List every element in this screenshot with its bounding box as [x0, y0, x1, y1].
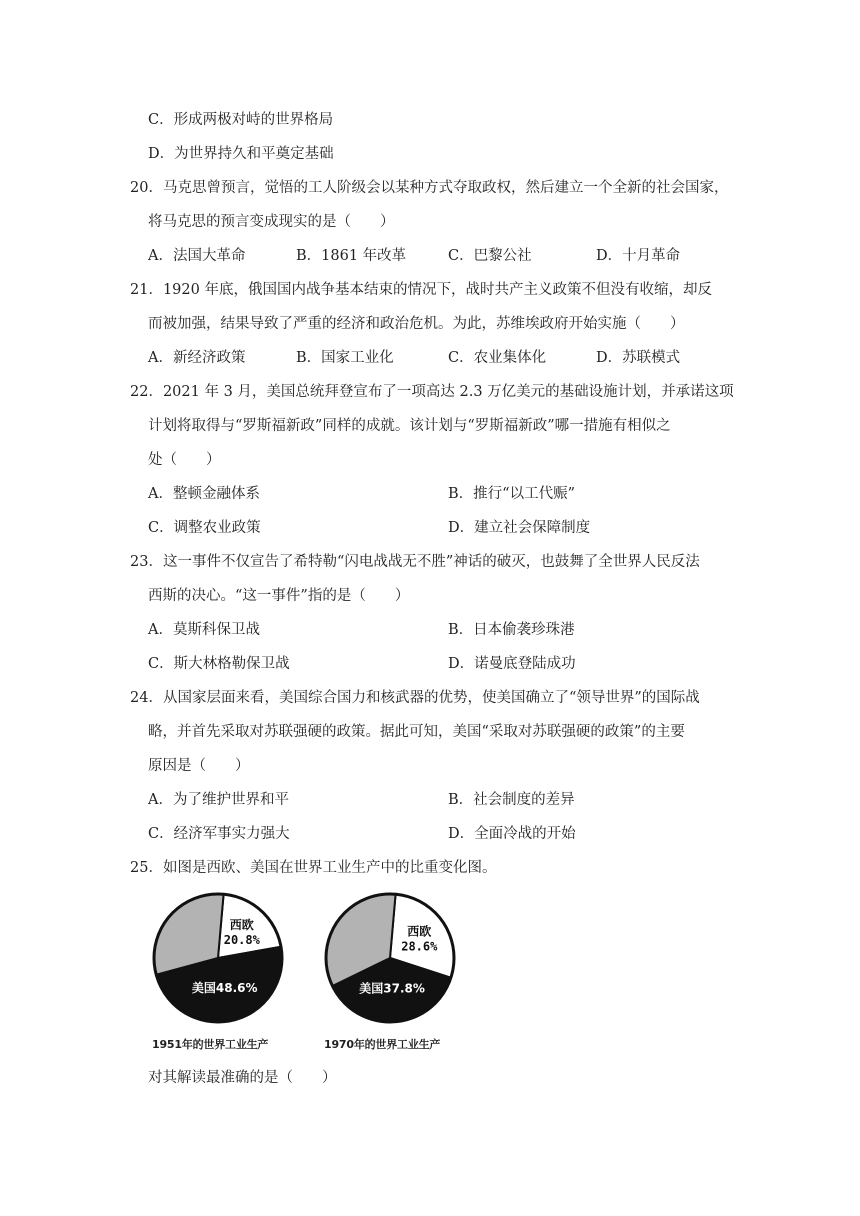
pie-1970-label-usa: 美国37.8% — [359, 981, 425, 996]
q22-stem-line2: 计划将取得与“罗斯福新政”同样的成就。该计划与“罗斯福新政”哪一措施有相似之 — [148, 418, 671, 434]
q23-option-a: A．莫斯科保卫战 — [148, 622, 260, 638]
pie-charts-figure — [150, 890, 470, 1060]
q21-option-b: B．国家工业化 — [296, 350, 394, 366]
q22-stem-line3: 处（ ） — [148, 452, 221, 468]
q21-option-d: D．苏联模式 — [596, 350, 681, 366]
q24-stem-line1: 24．从国家层面来看，美国综合国力和核武器的优势，使美国确立了“领导世界”的国际战 — [130, 690, 700, 706]
q24-stem-line2: 略，并首先采取对苏联强硬的政策。据此可知，美国“采取对苏联强硬的政策”的主要 — [148, 724, 685, 740]
q24-option-d: D．全面冷战的开始 — [448, 826, 576, 842]
q25-question: 对其解读最准确的是（ ） — [148, 1070, 337, 1086]
q20-option-d: D．十月革命 — [596, 248, 681, 264]
q25-stem: 25．如图是西欧、美国在世界工业生产中的比重变化图。 — [130, 860, 497, 876]
q21-option-a: A．新经济政策 — [148, 350, 246, 366]
q22-option-d: D．建立社会保障制度 — [448, 520, 591, 536]
q24-stem-line3: 原因是（ ） — [148, 758, 250, 774]
q24-option-c: C．经济军事实力强大 — [148, 826, 290, 842]
pie-1970-label-west-europe: 西欧 — [407, 924, 432, 939]
q22-option-b: B．推行“以工代赈” — [448, 486, 575, 502]
q23-option-b: B．日本偷袭珍珠港 — [448, 622, 575, 638]
q20-option-a: A．法国大革命 — [148, 248, 246, 264]
pie-charts-svg — [150, 890, 470, 1060]
pie-1951-label-west-europe: 西欧 — [229, 918, 254, 932]
q21-option-c: C．农业集体化 — [448, 350, 547, 366]
pie-1970-caption: 1970年的世界工业生产 — [324, 1038, 441, 1051]
q23-option-d: D．诺曼底登陆成功 — [448, 656, 576, 672]
q24-option-b: B．社会制度的差异 — [448, 792, 575, 808]
q20-option-b: B．1861 年改革 — [296, 248, 407, 264]
q20-stem-line2: 将马克思的预言变成现实的是（ ） — [148, 214, 395, 230]
q23-stem-line2: 西斯的决心。“这一事件”指的是（ ） — [148, 588, 410, 604]
q21-stem-line2: 而被加强，结果导致了严重的经济和政治危机。为此，苏维埃政府开始实施（ ） — [148, 316, 685, 332]
q19-option-d: D．为世界持久和平奠定基础 — [148, 146, 334, 162]
pie-1951-label-usa: 美国48.6% — [191, 981, 258, 995]
q22-option-a: A．整顿金融体系 — [148, 486, 260, 502]
q23-stem-line1: 23．这一事件不仅宣告了希特勒“闪电战战无不胜”神话的破灭，也鼓舞了全世界人民反法 — [130, 554, 700, 570]
q23-option-c: C．斯大林格勒保卫战 — [148, 656, 290, 672]
q24-option-a: A．为了维护世界和平 — [148, 792, 289, 808]
q20-option-c: C．巴黎公社 — [448, 248, 532, 264]
q22-stem-line1: 22．2021 年 3 月，美国总统拜登宣布了一项高达 2.3 万亿美元的基础设施计划，并承诺这项 — [130, 384, 734, 400]
pie-1951-caption: 1951年的世界工业生产 — [152, 1038, 269, 1051]
q20-stem-line1: 20．马克思曾预言，觉悟的工人阶级会以某种方式夺取政权，然后建立一个全新的社会国家， — [130, 180, 729, 196]
pie-1951-value-west-europe: 20.8% — [223, 933, 260, 947]
q21-stem-line1: 21．1920 年底，俄国国内战争基本结束的情况下，战时共产主义政策不但没有收缩，却反 — [130, 282, 712, 298]
pie-1970-value-west-europe: 28.6% — [401, 939, 438, 954]
q22-option-c: C．调整农业政策 — [148, 520, 261, 536]
q19-option-c: C．形成两极对峙的世界格局 — [148, 112, 334, 128]
